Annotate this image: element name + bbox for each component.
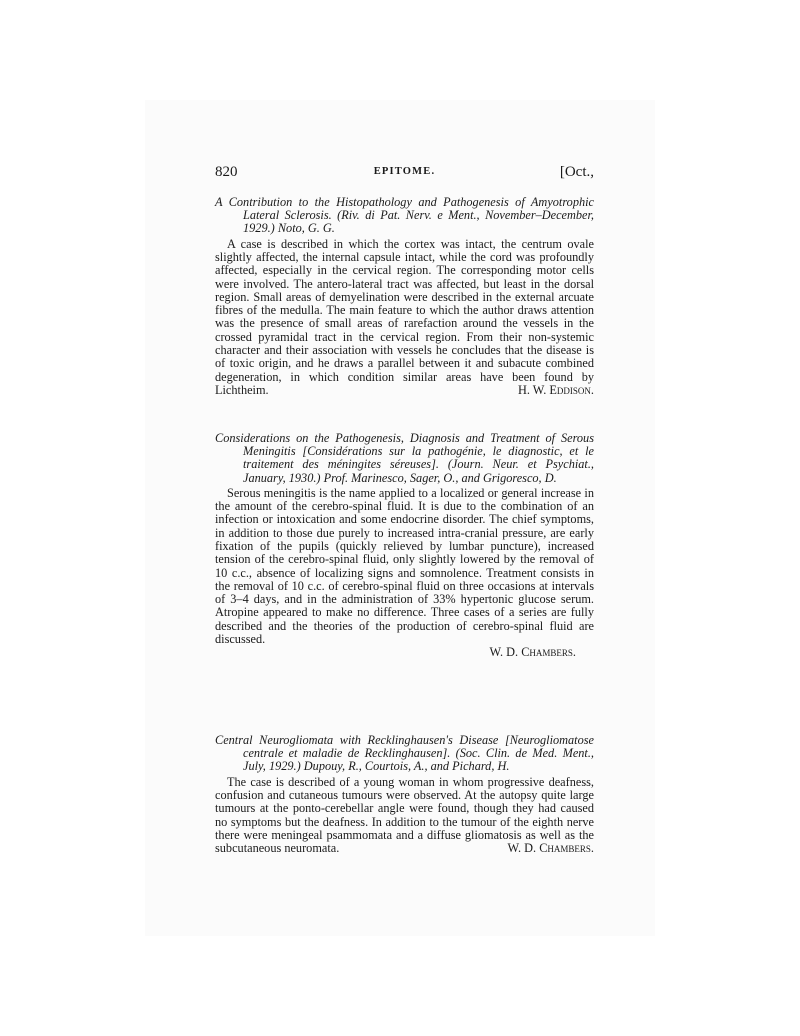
article-neurogliomata — [215, 734, 594, 855]
article-body: Serous meningitis is the name applied to a localized or general increase in the amount of the cerebro-spinal fluid. It is due to the combination of an infection or intoxication and some endocrine disorder. The chief symptoms, in addition to those due purely to increased intra-cranial pressure, are early fixation of the pupils (quickly relieved by lumbar puncture), increased tension of the cerebro-spinal fluid, only slightly lowered by the removal of 10 c.c., absence of localizing signs and somnolence. Treatment consists in the removal of 10 c.c. of cerebro-spinal fluid on three occasions at intervals of 3–4 days, and in the administration of 33% hypertonic glucose serum. Atropine appeared to make no difference. Three cases of a series are fully described and the theories of the production of cerebro-spinal fluid are discussed. — [215, 485, 594, 647]
article-title: Central Neurogliomata with Recklinghausen's Disease [Neurogliomatose centrale et maladie de Recklinghausen]. (Soc. Clin. de Med. Ment., July, 1929.) Dupouy, R., Courtois, A., and Pichard, H. — [215, 733, 594, 774]
article-signature: W. D. Chambers. — [489, 645, 576, 660]
article-signature: H. W. Eddison. — [517, 382, 594, 397]
article-title: Considerations on the Pathogenesis, Diagnosis and Treatment of Serous Meningitis [Considérations sur la pathogénie, le diagnostic, et le traitement des méningites séreuses]. (Journ. Neur. et Psychiat., January, 1930.) Prof. Marinesco, Sager, O., and Grigoresco, D. — [215, 431, 594, 485]
running-title: EPITOME. — [373, 166, 436, 177]
article-body: The case is described of a young woman in whom progressive deafness, confusion and cutaneous tumours were observed. At the autopsy quite large tumours at the ponto-cerebellar angle were found, though they had caused no symptoms but the deafness. In addition to the tumour of the eighth nerve there were meningeal psammomata and a diffuse gliomatosis as well as the subcutaneous neuromata. W. D. Chambers. — [215, 774, 594, 856]
article-als — [215, 196, 594, 397]
page-number: 820 — [215, 164, 238, 180]
article-body: A case is described in which the cortex was intact, the centrum ovale slightly affected, the internal capsule intact, while the cord was profoundly affected, especially in the cervical region. The corresponding motor cells were involved. The antero-lateral tract was affected, but least in the dorsal region. Small areas of demyelination were described in the external arcuate fibres of the medulla. The main feature to which the author draws attention was the presence of small areas of rarefaction around the vessels in the crossed pyramidal tract in the cervical region. From their non-systemic character and their association with vessels he concludes that the disease is of toxic origin, and he draws a parallel between it and subacute combined degeneration, in which condition similar areas have been found by Lichtheim. H. W. Eddison. — [215, 236, 594, 397]
article-serous-meningitis — [215, 432, 594, 660]
article-signature: W. D. Chambers. — [507, 841, 594, 856]
date-mark: [Oct., — [559, 164, 594, 180]
page-header — [215, 164, 594, 184]
article-title: A Contribution to the Histopathology and Pathogenesis of Amyotrophic Lateral Sclerosis. (Riv. di Pat. Nerv. e Ment., November–December, 1929.) Noto, G. G. — [215, 195, 594, 236]
